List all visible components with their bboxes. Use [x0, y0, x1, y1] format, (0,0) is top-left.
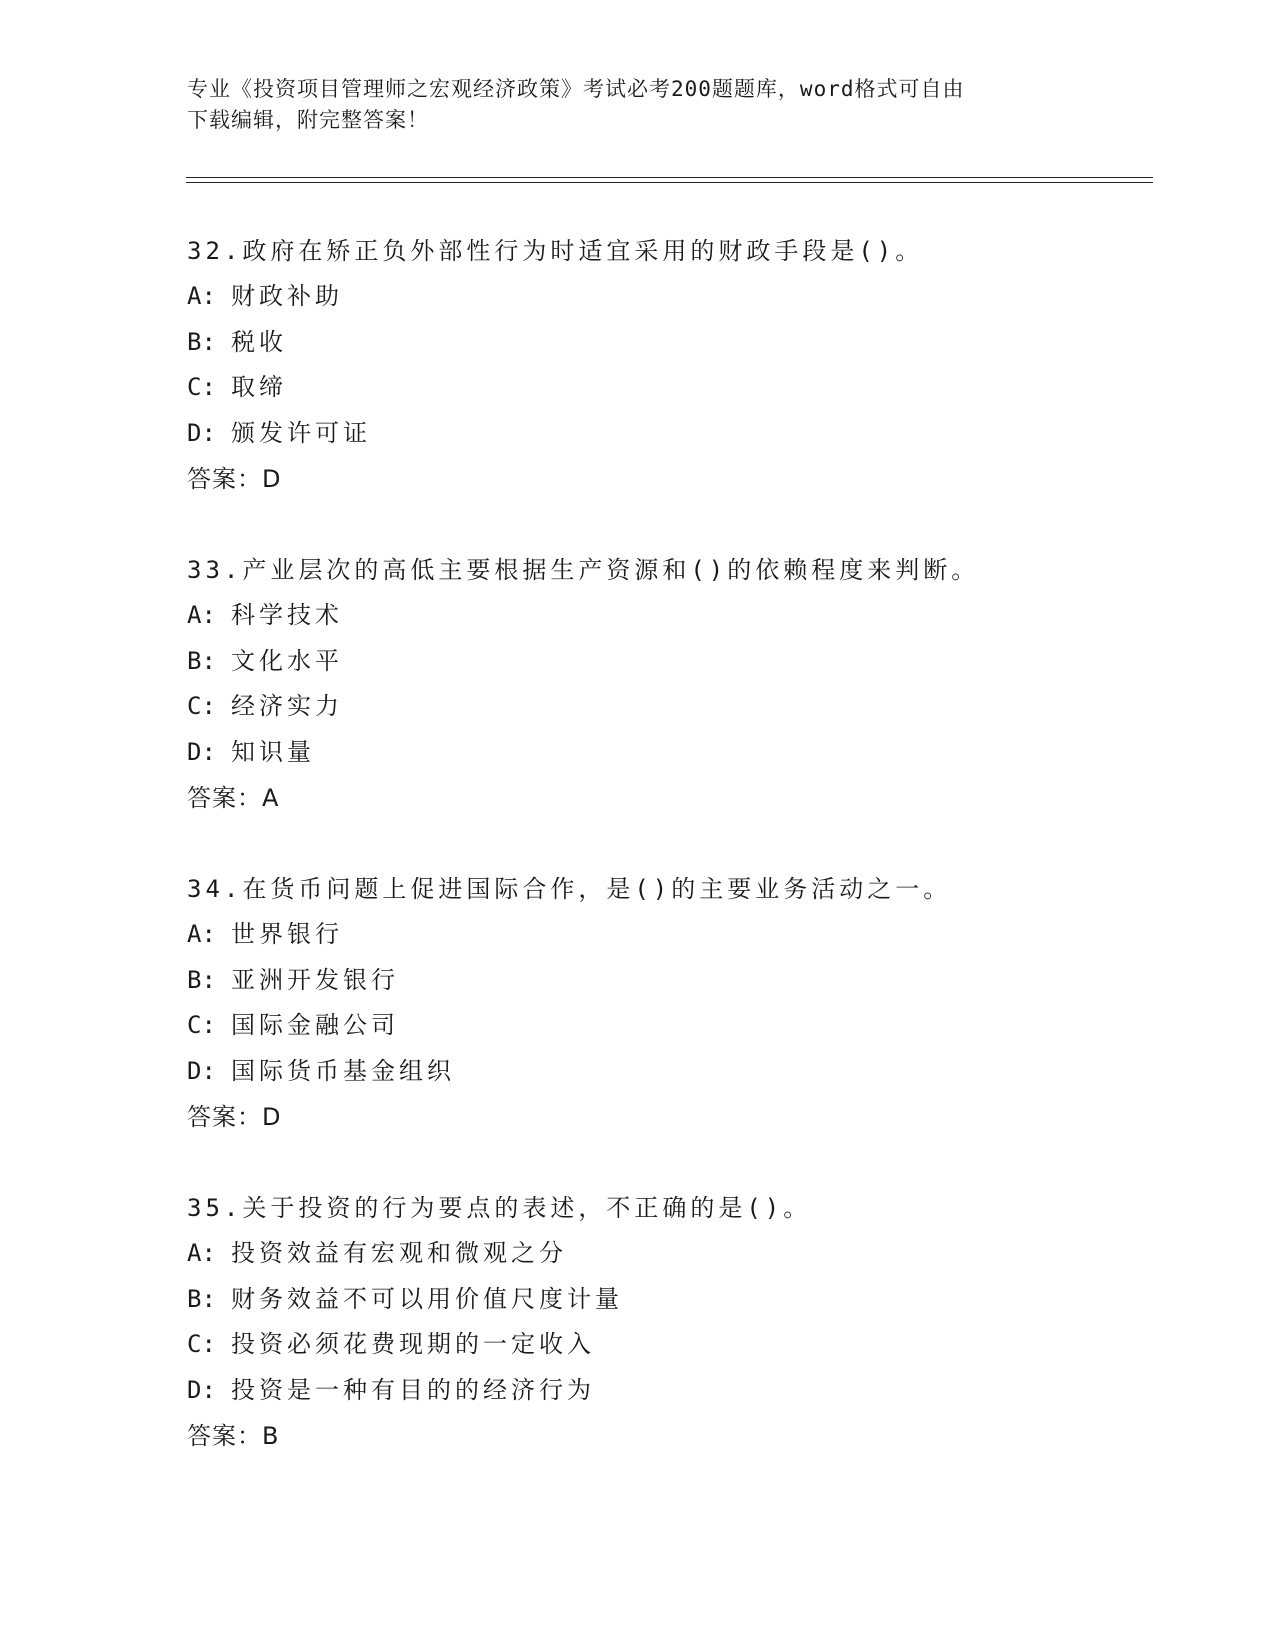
option-d: [187, 411, 1147, 457]
option-key: C:: [187, 373, 216, 401]
header-line-1: 专业《投资项目管理师之宏观经济政策》考试必考200题题库，word格式可自由: [187, 77, 965, 101]
question-block-33: [187, 547, 1147, 821]
option-key: C:: [187, 1011, 216, 1039]
option-text: 财政补助: [231, 282, 343, 310]
header-divider-top: [186, 177, 1153, 178]
option-text: 投资必须花费现期的一定收入: [231, 1330, 595, 1358]
question-block-32: [187, 228, 1147, 502]
option-text: 投资是一种有目的的经济行为: [231, 1375, 595, 1404]
option-text: 文化水平: [231, 646, 343, 675]
option-c: [187, 1322, 1147, 1368]
question-stem: 35.关于投资的行为要点的表述，不正确的是()。: [187, 1194, 812, 1222]
document-header: [187, 74, 1087, 136]
header-divider-bottom: [186, 182, 1153, 183]
option-key: A:: [187, 282, 216, 310]
answer-line: 答案：A: [187, 784, 280, 812]
option-c: [187, 365, 1147, 411]
option-key: D:: [187, 418, 216, 447]
option-key: D:: [187, 1056, 216, 1085]
option-text: 取缔: [231, 373, 287, 401]
option-key: B:: [187, 327, 216, 356]
option-key: A:: [187, 601, 216, 629]
answer-line: 答案：D: [187, 465, 282, 493]
option-b: [187, 639, 1147, 685]
option-text: 投资效益有宏观和微观之分: [231, 1239, 567, 1267]
option-c: [187, 1003, 1147, 1049]
option-d: [187, 1368, 1147, 1414]
option-text: 颁发许可证: [231, 418, 371, 447]
option-key: C:: [187, 692, 216, 720]
option-text: 亚洲开发银行: [231, 965, 399, 994]
option-b: [187, 320, 1147, 366]
option-text: 经济实力: [231, 692, 343, 720]
option-c: [187, 684, 1147, 730]
answer-line: 答案：D: [187, 1103, 282, 1131]
option-text: 科学技术: [231, 601, 343, 629]
header-line-2: 下载编辑，附完整答案！: [187, 108, 429, 132]
option-key: A:: [187, 920, 216, 948]
option-text: 世界银行: [231, 920, 343, 948]
option-a: [187, 593, 1147, 639]
option-key: B:: [187, 1284, 216, 1313]
option-b: [187, 958, 1147, 1004]
option-text: 税收: [231, 327, 287, 356]
option-key: B:: [187, 965, 216, 994]
answer-line: 答案：B: [187, 1422, 280, 1450]
question-stem: 32.政府在矫正负外部性行为时适宜采用的财政手段是()。: [187, 237, 924, 265]
question-block-35: [187, 1185, 1147, 1459]
option-text: 国际货币基金组织: [231, 1056, 455, 1085]
question-block-34: [187, 866, 1147, 1140]
option-text: 知识量: [231, 737, 315, 766]
option-a: [187, 1231, 1147, 1277]
question-stem: 34.在货币问题上促进国际合作，是()的主要业务活动之一。: [187, 875, 952, 903]
option-key: B:: [187, 646, 216, 675]
option-key: A:: [187, 1239, 216, 1267]
option-key: D:: [187, 1375, 216, 1404]
option-a: [187, 912, 1147, 958]
option-a: [187, 274, 1147, 320]
option-key: C:: [187, 1330, 216, 1358]
option-d: [187, 1049, 1147, 1095]
question-stem: 33.产业层次的高低主要根据生产资源和()的依赖程度来判断。: [187, 556, 980, 584]
option-b: [187, 1277, 1147, 1323]
option-d: [187, 730, 1147, 776]
option-key: D:: [187, 737, 216, 766]
option-text: 国际金融公司: [231, 1011, 399, 1039]
option-text: 财务效益不可以用价值尺度计量: [231, 1284, 623, 1313]
